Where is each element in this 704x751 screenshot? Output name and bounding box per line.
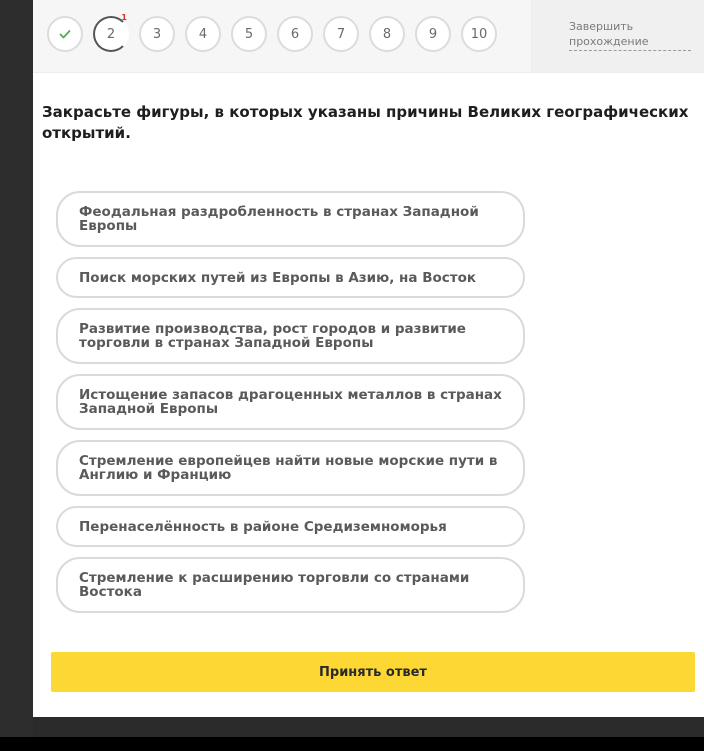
step-5[interactable] [231, 16, 267, 52]
step-number: 2 [106, 26, 116, 42]
answer-option[interactable] [56, 191, 525, 247]
step-attempt-badge: 1 [121, 13, 127, 22]
submit-answer-button[interactable]: Принять ответ [51, 652, 695, 692]
bottom-dark-strip [0, 737, 704, 751]
step-number: 3 [152, 26, 162, 42]
answer-option[interactable] [56, 506, 525, 547]
step-1-completed[interactable] [47, 16, 83, 52]
step-number: 10 [470, 26, 488, 42]
step-number: 5 [244, 26, 254, 42]
answer-option-label: Истощение запасов драгоценных металлов в странах Западной Европы [79, 387, 502, 417]
answer-options [56, 191, 525, 623]
answer-option-label: Стремление европейцев найти новые морские пути в Англию и Францию [79, 453, 498, 483]
step-navigation [33, 0, 531, 72]
step-3[interactable] [139, 16, 175, 52]
step-7[interactable] [323, 16, 359, 52]
left-dark-panel [0, 0, 33, 737]
step-8[interactable] [369, 16, 405, 52]
step-2-current[interactable] [93, 13, 129, 52]
step-number: 4 [198, 26, 208, 42]
answer-option-label: Стремление к расширению торговли со странами Востока [79, 570, 470, 600]
finish-panel [531, 0, 704, 72]
step-number: 6 [290, 26, 300, 42]
answer-option-label: Поиск морских путей из Европы в Азию, на Восток [79, 269, 477, 286]
answer-option[interactable] [56, 374, 525, 430]
step-number: 7 [336, 26, 346, 42]
answer-option-label: Перенаселённость в районе Средиземноморья [79, 518, 447, 535]
step-number: 8 [382, 26, 392, 42]
step-number: 9 [428, 26, 438, 42]
answer-option[interactable] [56, 557, 525, 613]
step-10[interactable] [461, 16, 497, 52]
card-bottom-edge [33, 717, 704, 737]
answer-option-label: Развитие производства, рост городов и развитие торговли в странах Западной Европы [79, 321, 466, 351]
step-4[interactable] [185, 16, 221, 52]
step-6[interactable] [277, 16, 313, 52]
answer-option[interactable] [56, 257, 525, 298]
finish-attempt-link[interactable]: Завершить прохождение [569, 19, 691, 51]
question-text: Закрасьте фигуры, в которых указаны причины Великих географических открытий. [42, 103, 689, 142]
answer-option[interactable] [56, 440, 525, 496]
checkmark-icon [59, 29, 71, 39]
answer-option-label: Феодальная раздробленность в странах Западной Европы [79, 204, 479, 234]
step-9[interactable] [415, 16, 451, 52]
header-divider [33, 72, 704, 73]
quiz-card [33, 0, 704, 717]
answer-option[interactable] [56, 308, 525, 364]
